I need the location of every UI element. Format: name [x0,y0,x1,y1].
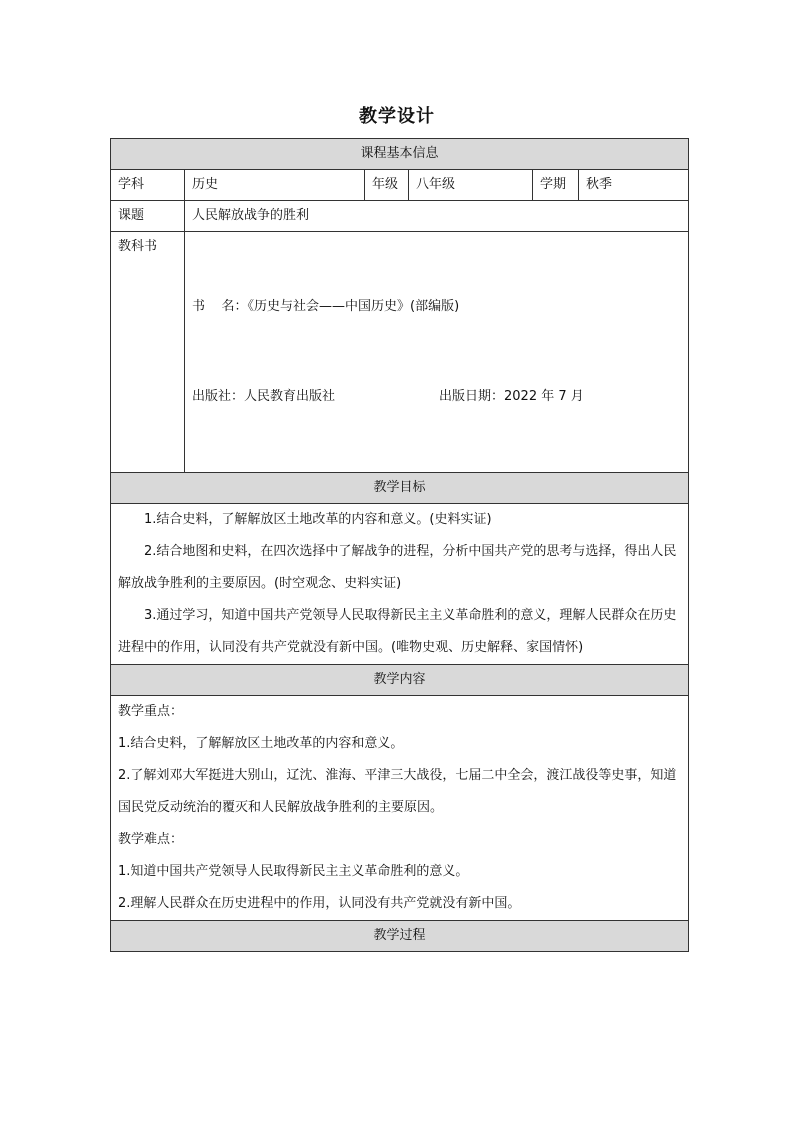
term-value: 秋季 [579,170,689,201]
goal-item: 1.结合史料，了解解放区土地改革的内容和意义。(史料实证) [144,512,492,527]
content-body [111,696,689,921]
subject-label: 学科 [111,170,185,201]
grade-value: 八年级 [409,170,533,201]
goals-body [111,504,689,665]
publisher-line [192,382,681,412]
topic-value: 人民解放战争的胜利 [185,201,689,232]
subject-value: 历史 [185,170,365,201]
key-point-item: 2.了解刘邓大军挺进大别山，辽沈、淮海、平津三大战役，七届二中全会，渡江战役等史事，知道国民党反动统治的覆灭和人民解放战争胜利的主要原因。 [118,768,677,815]
grade-label: 年级 [365,170,409,201]
difficult-point-item: 1.知道中国共产党领导人民取得新民主主义革命胜利的意义。 [118,864,469,879]
goal-item: 3.通过学习，知道中国共产党领导人民取得新民主主义革命胜利的意义，理解人民群众在历史进程中的作用，认同没有共产党就没有新中国。(唯物史观、历史解释、家国情怀) [118,608,677,655]
publish-date: 出版日期：2022 年 7 月 [439,389,584,404]
document-title: 教学设计 [359,106,435,127]
publisher: 出版社：人民教育出版社 [192,389,336,404]
basic-info-header: 课程基本信息 [111,139,689,170]
process-header: 教学过程 [111,921,689,952]
term-label: 学期 [533,170,579,201]
book-name-line: 书 名：《历史与社会——中国历史》(部编版) [192,299,460,314]
difficult-points-label: 教学难点： [118,832,184,847]
textbook-info [185,232,689,473]
lesson-plan-table [110,138,689,952]
topic-label: 课题 [111,201,185,232]
goal-item: 2.结合地图和史料，在四次选择中了解战争的进程，分析中国共产党的思考与选择，得出人民解放战争胜利的主要原因。(时空观念、史料实证) [118,544,677,591]
key-points-label: 教学重点： [118,704,184,719]
difficult-point-item: 2.理解人民群众在历史进程中的作用，认同没有共产党就没有新中国。 [118,896,521,911]
textbook-label: 教科书 [111,232,185,473]
key-point-item: 1.结合史料，了解解放区土地改革的内容和意义。 [118,736,404,751]
goals-header: 教学目标 [111,473,689,504]
content-header: 教学内容 [111,665,689,696]
